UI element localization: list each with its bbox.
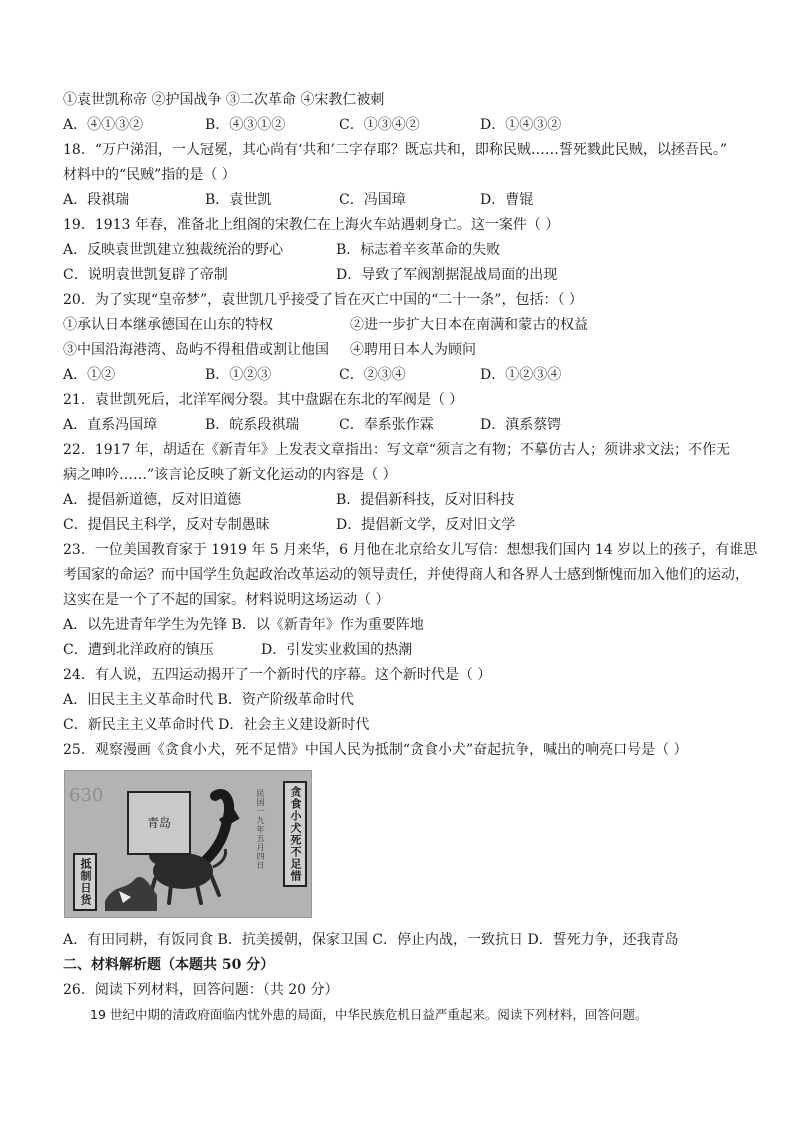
cartoon-boycott-label: 抵制日货 xyxy=(73,853,97,911)
q20-option-a[interactable]: A．①② xyxy=(63,367,116,383)
q24-options-cd[interactable]: C．新民主主义革命时代 D．社会主义建设新时代 xyxy=(63,717,370,733)
q24-stem: 24．有人说，五四运动揭开了一个新时代的序幕。这个新时代是（ ） xyxy=(63,667,492,683)
q25-options[interactable]: A．有田同耕，有饭同食 B．抗美援朝，保家卫国 C．停止内战，一致抗日 D．誓死力争，还我青岛 xyxy=(63,932,679,948)
q21-option-d[interactable]: D．滇系蔡锷 xyxy=(480,417,562,433)
q23-stem-2: 考国家的命运？而中国学生负起政治改革运动的领导责任，并使得商人和各界人士感到惭愧而加入他们的运动， xyxy=(63,567,749,583)
q19-option-b[interactable]: B．标志着辛亥革命的失败 xyxy=(336,242,501,258)
cartoon-qingdao-box: 青岛 xyxy=(127,791,191,855)
q26-intro: 19 世纪中期的清政府面临内忧外患的局面，中华民族危机日益严重起来。阅读下列材料，回答问题。 xyxy=(90,1007,648,1022)
cartoon-script-label: 民国一九年五月四日 xyxy=(256,789,265,870)
q21-stem: 21．袁世凯死后，北洋军阀分裂。其中盘踞在东北的军阀是（ ） xyxy=(63,392,464,408)
q23-stem-1: 23．一位美国教育家于 1919 年 5 月来华，6 月他在北京给女儿写信：想想我们国内 14 岁以上的孩子，有谁思 xyxy=(63,542,758,558)
q23-option-c[interactable]: C．遭到北洋政府的镇压 xyxy=(63,642,214,658)
q22-option-d[interactable]: D．提倡新文学，反对旧文学 xyxy=(336,517,516,533)
q18-option-d[interactable]: D．曹锟 xyxy=(480,192,534,208)
q23-option-d[interactable]: D．引发实业救国的热潮 xyxy=(261,642,413,658)
q20-stem: 20．为了实现“皇帝梦”，袁世凯几乎接受了旨在灭亡中国的“二十一条”，包括：（ ） xyxy=(63,292,583,308)
q20-option-d[interactable]: D．①②③④ xyxy=(480,367,562,383)
q20-item-1: ①承认日本继承德国在山东的特权 xyxy=(63,317,273,333)
q21-option-a[interactable]: A．直系冯国璋 xyxy=(63,417,158,433)
q26-stem: 26．阅读下列材料，回答问题：（共 20 分） xyxy=(63,982,339,998)
q17-option-d[interactable]: D．①④③② xyxy=(480,117,562,133)
cartoon-title-label: 贪食小犬死不足惜 xyxy=(283,781,307,887)
q24-options-ab[interactable]: A．旧民主主义革命时代 B．资产阶级革命时代 xyxy=(63,692,354,708)
q20-option-c[interactable]: C．②③④ xyxy=(339,367,406,383)
q20-item-4: ④聘用日本人为顾问 xyxy=(350,342,476,358)
q22-option-b[interactable]: B．提倡新科技，反对旧科技 xyxy=(336,492,515,508)
q17-option-a[interactable]: A．④①③② xyxy=(63,117,144,133)
q19-stem: 19．1913 年春，准备北上组阁的宋教仁在上海火车站遇刺身亡。这一案件（ ） xyxy=(63,217,560,233)
q20-item-2: ②进一步扩大日本在南满和蒙古的权益 xyxy=(350,317,588,333)
q21-option-b[interactable]: B．皖系段祺瑞 xyxy=(205,417,300,433)
q19-option-d[interactable]: D．导致了军阀割据混战局面的出现 xyxy=(336,267,558,283)
q22-option-a[interactable]: A．提倡新道德，反对旧道德 xyxy=(63,492,242,508)
q22-stem-2: 病之呻吟……”该言论反映了新文化运动的内容是（ ） xyxy=(63,467,397,483)
q25-cartoon-image xyxy=(64,770,312,918)
q22-option-c[interactable]: C．提倡民主科学，反对专制愚昧 xyxy=(63,517,270,533)
q17-stem: ①袁世凯称帝 ②护国战争 ③二次革命 ④宋教仁被刺 xyxy=(63,92,385,108)
q19-option-c[interactable]: C．说明袁世凯复辟了帝制 xyxy=(63,267,228,283)
q22-stem-1: 22．1917 年，胡适在《新青年》上发表文章指出：写文章“须言之有物；不摹仿古人；须讲求文法；不作无 xyxy=(63,442,731,458)
cartoon-corner-text: 630 xyxy=(69,785,104,806)
q23-options-ab[interactable]: A．以先进青年学生为先锋 B．以《新青年》作为重要阵地 xyxy=(63,617,424,633)
q18-stem-2: 材料中的“民贼”指的是（ ） xyxy=(63,167,236,183)
q20-option-b[interactable]: B．①②③ xyxy=(205,367,272,383)
q18-option-b[interactable]: B．袁世凯 xyxy=(205,192,272,208)
q20-item-3: ③中国沿海港湾、岛屿不得租借或割让他国 xyxy=(63,342,329,358)
q21-option-c[interactable]: C．奉系张作霖 xyxy=(339,417,434,433)
q17-option-c[interactable]: C．①③④② xyxy=(339,117,420,133)
q18-option-a[interactable]: A．段祺瑞 xyxy=(63,192,130,208)
q18-option-c[interactable]: C．冯国璋 xyxy=(339,192,406,208)
q17-option-b[interactable]: B．④③①② xyxy=(205,117,286,133)
section-2-title: 二、材料解析题（本题共 50 分） xyxy=(63,957,275,973)
q25-stem: 25．观察漫画《贪食小犬，死不足惜》中国人民为抵制“贪食小犬”奋起抗争，喊出的响亮口号是（ ） xyxy=(63,742,688,758)
q23-stem-3: 这实在是一个了不起的国家。材料说明这场运动（ ） xyxy=(63,592,390,608)
q19-option-a[interactable]: A．反映袁世凯建立独裁统治的野心 xyxy=(63,242,284,258)
q18-stem-1: 18．“万户涕泪，一人冠冕，其心尚有‘共和’二字存耶？既忘共和，即称民贼……誓死戮此民贼，以拯吾民。” xyxy=(63,142,728,158)
